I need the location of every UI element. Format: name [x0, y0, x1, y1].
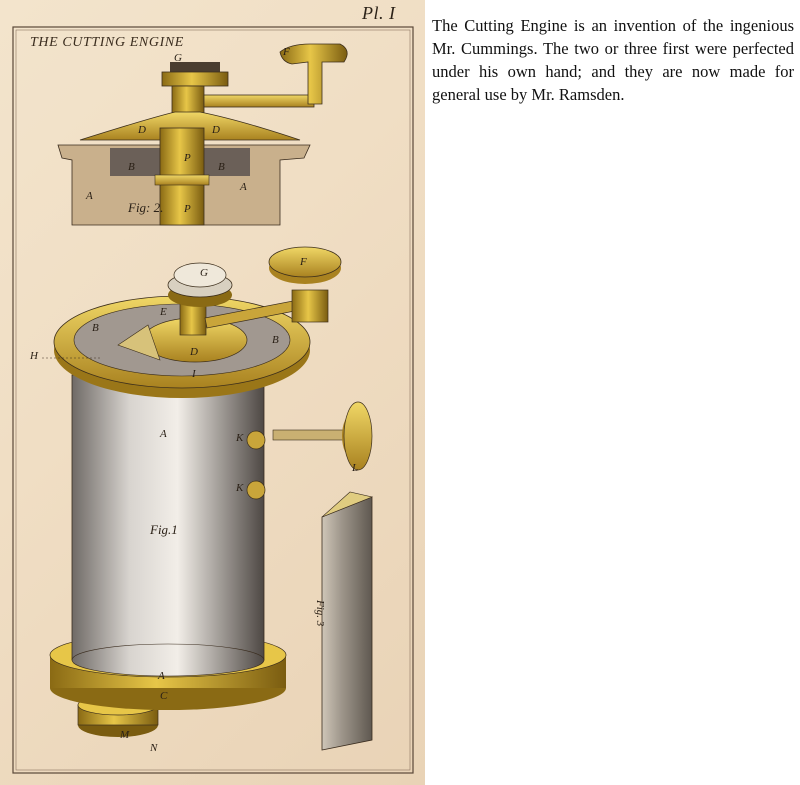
- label-c-fig1: C: [160, 690, 168, 702]
- label-i-fig1: I: [192, 368, 196, 380]
- label-p-bottom-fig2: P: [184, 203, 191, 215]
- figure-1-caption: Fig.1: [150, 522, 178, 537]
- figure-3-caption: Fig. 3: [314, 600, 326, 627]
- label-b-right-fig1: B: [272, 334, 279, 346]
- label-a-bottom-fig1: A: [158, 670, 165, 682]
- label-b-left-fig2: B: [128, 161, 135, 173]
- label-a-right-fig2: A: [240, 181, 247, 193]
- label-g-fig1: G: [200, 267, 208, 279]
- label-k-lower-fig1: K: [236, 482, 244, 494]
- plate-caption-text: The Cutting Engine is an invention of the ingenious Mr. Cummings. The two or three first were perfected under his own hand; and they are now made for general use by Mr. Ramsden.: [432, 16, 794, 104]
- label-e-fig1: E: [160, 306, 167, 318]
- plate-title: THE CUTTING ENGINE: [30, 35, 184, 50]
- label-g-fig2: G: [174, 52, 182, 64]
- label-f-fig1: F: [300, 256, 307, 268]
- label-n-fig1: N: [150, 742, 158, 754]
- label-m-fig1: M: [120, 729, 130, 741]
- figure-3-prism: [322, 492, 372, 750]
- figure-2-section: [58, 44, 347, 225]
- label-b-right-fig2: B: [218, 161, 225, 173]
- label-d-fig1: D: [190, 346, 198, 358]
- label-l-fig1: L: [352, 462, 359, 474]
- label-a-left-fig2: A: [86, 190, 93, 202]
- label-d-left-fig2: D: [138, 124, 146, 136]
- label-d-right-fig2: D: [212, 124, 220, 136]
- figure-2-caption: Fig: 2.: [128, 200, 164, 215]
- label-b-left-fig1: B: [92, 322, 99, 334]
- label-a-top-fig1: A: [160, 428, 167, 440]
- plate-number: Pl. I: [362, 3, 396, 23]
- label-p-top-fig2: P: [184, 152, 191, 164]
- label-k-upper-fig1: K: [236, 432, 244, 444]
- label-h-fig1: H: [30, 350, 38, 362]
- label-f-fig2: F: [283, 46, 290, 58]
